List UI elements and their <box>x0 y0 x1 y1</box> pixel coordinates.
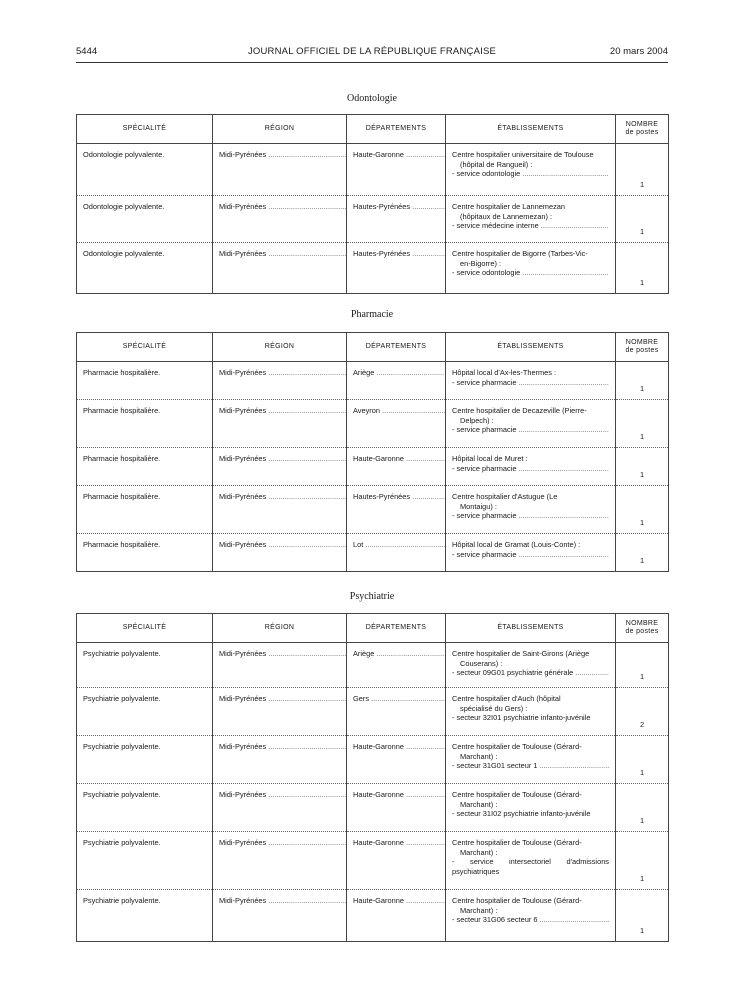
table-row <box>77 784 669 832</box>
service-name: - service intersectoriel d'admissions psychiatriques <box>452 857 609 876</box>
etablissement-cell <box>446 486 616 534</box>
table-row <box>77 486 669 534</box>
etablissement-name: Hôpital local d'Ax-les-Thermes : <box>452 368 557 377</box>
departement-value: Haute-Garonne ..... <box>353 790 446 799</box>
etablissement-name: Centre hospitalier d'Astugue (Le <box>452 492 558 501</box>
service-name: - service pharmacie ..... <box>452 464 609 474</box>
postes-count: 1 <box>616 243 669 294</box>
etablissement-cell <box>446 784 616 832</box>
departement-value: Hautes-Pyrénées ..... <box>353 249 446 258</box>
etablissement-name: Hôpital local de Gramat (Louis-Conte) : <box>452 540 581 549</box>
etablissement-cell <box>446 243 616 294</box>
specialite-cell: Psychiatrie polyvalente. <box>77 832 213 890</box>
region-cell <box>213 832 347 890</box>
col-header-region: RÉGION <box>213 333 347 362</box>
postes-label: de postes <box>625 628 659 635</box>
table-row <box>77 400 669 448</box>
table-row <box>77 832 669 890</box>
postes-count: 1 <box>616 196 669 243</box>
postes-count: 2 <box>616 688 669 736</box>
specialite-cell: Pharmacie hospitalière. <box>77 448 213 486</box>
specialite-cell: Odontologie polyvalente. <box>77 243 213 294</box>
region-cell <box>213 736 347 784</box>
departement-cell <box>347 784 446 832</box>
table-psychiatrie <box>76 613 669 942</box>
etablissement-cell <box>446 688 616 736</box>
region-cell <box>213 362 347 400</box>
page-number: 5444 <box>76 46 98 57</box>
region-cell <box>213 243 347 294</box>
region-value: Midi-Pyrénées ..... <box>219 649 347 658</box>
postes-count: 1 <box>616 784 669 832</box>
departement-cell <box>347 736 446 784</box>
service-name: - service pharmacie ..... <box>452 425 609 435</box>
header-row <box>77 333 669 362</box>
postes-count: 1 <box>616 486 669 534</box>
service-name: - secteur 31G06 secteur 6 ..... <box>452 915 609 925</box>
region-value: Midi-Pyrénées ..... <box>219 368 347 377</box>
col-header-specialite: SPÉCIALITÉ <box>77 614 213 643</box>
departement-cell <box>347 890 446 942</box>
etablissement-detail: spécialisé du Gers) : <box>460 703 528 713</box>
region-cell <box>213 643 347 688</box>
departement-cell <box>347 643 446 688</box>
etablissement-cell <box>446 196 616 243</box>
region-value: Midi-Pyrénées ..... <box>219 202 347 211</box>
etablissement-cell <box>446 832 616 890</box>
etablissement-cell <box>446 362 616 400</box>
col-header-departements: DÉPARTEMENTS <box>347 115 446 144</box>
col-header-specialite: SPÉCIALITÉ <box>77 115 213 144</box>
etablissement-cell <box>446 890 616 942</box>
etablissement-cell <box>446 736 616 784</box>
service-name: - service odontologie ..... <box>452 169 609 179</box>
etablissement-detail: Marchant) : <box>460 751 498 761</box>
table-odontologie <box>76 114 669 294</box>
header-rule <box>76 62 668 63</box>
region-cell <box>213 486 347 534</box>
table-row <box>77 890 669 942</box>
region-cell <box>213 784 347 832</box>
region-value: Midi-Pyrénées ..... <box>219 838 347 847</box>
table-row <box>77 736 669 784</box>
postes-count: 1 <box>616 144 669 196</box>
specialite-cell: Odontologie polyvalente. <box>77 196 213 243</box>
section-title-pharmacie: Pharmacie <box>350 309 394 320</box>
etablissement-detail: Couserans) : <box>460 658 503 668</box>
specialite-cell: Pharmacie hospitalière. <box>77 486 213 534</box>
departement-cell <box>347 400 446 448</box>
specialite-cell: Psychiatrie polyvalente. <box>77 890 213 942</box>
etablissement-detail: Montaigu) : <box>460 501 497 511</box>
region-value: Midi-Pyrénées ..... <box>219 694 347 703</box>
journal-title: JOURNAL OFFICIEL DE LA RÉPUBLIQUE FRANÇAISE <box>247 46 497 57</box>
etablissement-cell <box>446 643 616 688</box>
departement-value: Haute-Garonne ..... <box>353 454 446 463</box>
departement-cell <box>347 832 446 890</box>
etablissement-name: Hôpital local de Muret : <box>452 454 528 463</box>
etablissement-detail: Marchant) : <box>460 905 498 915</box>
table-row <box>77 448 669 486</box>
departement-value: Haute-Garonne ..... <box>353 150 446 159</box>
postes-label: de postes <box>625 129 659 136</box>
specialite-cell: Pharmacie hospitalière. <box>77 400 213 448</box>
etablissement-name: Centre hospitalier de Decazeville (Pierre- <box>452 406 587 415</box>
etablissement-detail: (hôpitaux de Lannemezan) : <box>460 211 553 221</box>
page-header <box>76 46 668 60</box>
specialite-cell: Odontologie polyvalente. <box>77 144 213 196</box>
region-cell <box>213 144 347 196</box>
nombre-label: NOMBRE <box>625 338 659 346</box>
postes-count: 1 <box>616 362 669 400</box>
departement-value: Aveyron ..... <box>353 406 446 415</box>
etablissement-name: Centre hospitalier universitaire de Toulouse <box>452 150 594 159</box>
postes-count: 1 <box>616 643 669 688</box>
departement-value: Gers ..... <box>353 694 446 703</box>
departement-cell <box>347 196 446 243</box>
nombre-label: NOMBRE <box>625 120 659 128</box>
region-value: Midi-Pyrénées ..... <box>219 540 347 549</box>
service-name: - service pharmacie ..... <box>452 550 609 560</box>
nombre-label: NOMBRE <box>625 619 659 627</box>
col-header-departements: DÉPARTEMENTS <box>347 614 446 643</box>
table-pharmacie <box>76 332 669 572</box>
col-header-specialite: SPÉCIALITÉ <box>77 333 213 362</box>
table-row <box>77 534 669 572</box>
etablissement-name: Centre hospitalier d'Auch (hôpital <box>452 694 561 703</box>
departement-value: Hautes-Pyrénées ..... <box>353 202 446 211</box>
etablissement-detail: Marchant) : <box>460 847 498 857</box>
region-value: Midi-Pyrénées ..... <box>219 790 347 799</box>
col-header-region: RÉGION <box>213 115 347 144</box>
region-cell <box>213 448 347 486</box>
col-header-nombre-postes <box>616 614 669 643</box>
departement-cell <box>347 144 446 196</box>
etablissement-name: Centre hospitalier de Lannemezan <box>452 202 565 211</box>
service-name: - secteur 09G01 psychiatrie générale ..... <box>452 668 609 678</box>
region-cell <box>213 688 347 736</box>
departement-value: Lot ..... <box>353 540 446 549</box>
region-value: Midi-Pyrénées ..... <box>219 896 347 905</box>
service-name: - service pharmacie ..... <box>452 511 609 521</box>
col-header-nombre-postes <box>616 115 669 144</box>
specialite-cell: Psychiatrie polyvalente. <box>77 643 213 688</box>
etablissement-name: Centre hospitalier de Toulouse (Gérard- <box>452 896 582 905</box>
table-row <box>77 243 669 294</box>
col-header-etablissements: ÉTABLISSEMENTS <box>446 115 616 144</box>
section-title-psychiatrie: Psychiatrie <box>349 591 395 602</box>
table-row <box>77 688 669 736</box>
service-name: - secteur 31G01 secteur 1 ..... <box>452 761 609 771</box>
postes-count: 1 <box>616 890 669 942</box>
etablissement-detail: en-Bigorre) : <box>460 258 502 268</box>
region-value: Midi-Pyrénées ..... <box>219 406 347 415</box>
postes-count: 1 <box>616 400 669 448</box>
table-row <box>77 196 669 243</box>
specialite-cell: Psychiatrie polyvalente. <box>77 784 213 832</box>
header-row <box>77 614 669 643</box>
specialite-cell: Psychiatrie polyvalente. <box>77 736 213 784</box>
etablissement-detail: Delpech) : <box>460 415 494 425</box>
table-row <box>77 643 669 688</box>
region-cell <box>213 534 347 572</box>
service-name: - secteur 31I02 psychiatrie infanto-juvénile <box>452 809 591 819</box>
specialite-cell: Pharmacie hospitalière. <box>77 362 213 400</box>
service-name: - service odontologie ..... <box>452 268 609 278</box>
postes-count: 1 <box>616 448 669 486</box>
postes-count: 1 <box>616 832 669 890</box>
etablissement-cell <box>446 144 616 196</box>
region-value: Midi-Pyrénées ..... <box>219 249 347 258</box>
region-value: Midi-Pyrénées ..... <box>219 742 347 751</box>
service-name: - secteur 32I01 psychiatrie infanto-juvénile <box>452 713 591 723</box>
etablissement-detail: Marchant) : <box>460 799 498 809</box>
etablissement-name: Centre hospitalier de Toulouse (Gérard- <box>452 742 582 751</box>
departement-cell <box>347 448 446 486</box>
departement-value: Haute-Garonne ..... <box>353 742 446 751</box>
departement-cell <box>347 362 446 400</box>
col-header-etablissements: ÉTABLISSEMENTS <box>446 614 616 643</box>
region-cell <box>213 196 347 243</box>
table-row <box>77 144 669 196</box>
etablissement-name: Centre hospitalier de Saint-Girons (Ariège <box>452 649 590 658</box>
departement-value: Haute-Garonne ..... <box>353 838 446 847</box>
postes-count: 1 <box>616 534 669 572</box>
region-value: Midi-Pyrénées ..... <box>219 150 347 159</box>
departement-cell <box>347 534 446 572</box>
departement-value: Ariège ..... <box>353 368 446 377</box>
specialite-cell: Pharmacie hospitalière. <box>77 534 213 572</box>
col-header-etablissements: ÉTABLISSEMENTS <box>446 333 616 362</box>
table-row <box>77 362 669 400</box>
etablissement-detail: (hôpital de Rangueil) : <box>460 159 533 169</box>
region-cell <box>213 400 347 448</box>
etablissement-name: Centre hospitalier de Toulouse (Gérard- <box>452 790 582 799</box>
col-header-nombre-postes <box>616 333 669 362</box>
etablissement-cell <box>446 400 616 448</box>
departement-cell <box>347 243 446 294</box>
service-name: - service médecine interne ..... <box>452 221 609 231</box>
etablissement-cell <box>446 448 616 486</box>
col-header-region: RÉGION <box>213 614 347 643</box>
postes-label: de postes <box>625 347 659 354</box>
etablissement-name: Centre hospitalier de Toulouse (Gérard- <box>452 838 582 847</box>
region-cell <box>213 890 347 942</box>
service-name: - service pharmacie ..... <box>452 378 609 388</box>
specialite-cell: Psychiatrie polyvalente. <box>77 688 213 736</box>
etablissement-name: Centre hospitalier de Bigorre (Tarbes-Vic- <box>452 249 588 258</box>
region-value: Midi-Pyrénées ..... <box>219 454 347 463</box>
departement-cell <box>347 486 446 534</box>
postes-count: 1 <box>616 736 669 784</box>
region-value: Midi-Pyrénées ..... <box>219 492 347 501</box>
publication-date: 20 mars 2004 <box>609 46 668 57</box>
section-title-odontologie: Odontologie <box>347 93 397 104</box>
departement-value: Ariège ..... <box>353 649 446 658</box>
departement-value: Haute-Garonne ..... <box>353 896 446 905</box>
departement-cell <box>347 688 446 736</box>
col-header-departements: DÉPARTEMENTS <box>347 333 446 362</box>
etablissement-cell <box>446 534 616 572</box>
departement-value: Hautes-Pyrénées ..... <box>353 492 446 501</box>
header-row <box>77 115 669 144</box>
